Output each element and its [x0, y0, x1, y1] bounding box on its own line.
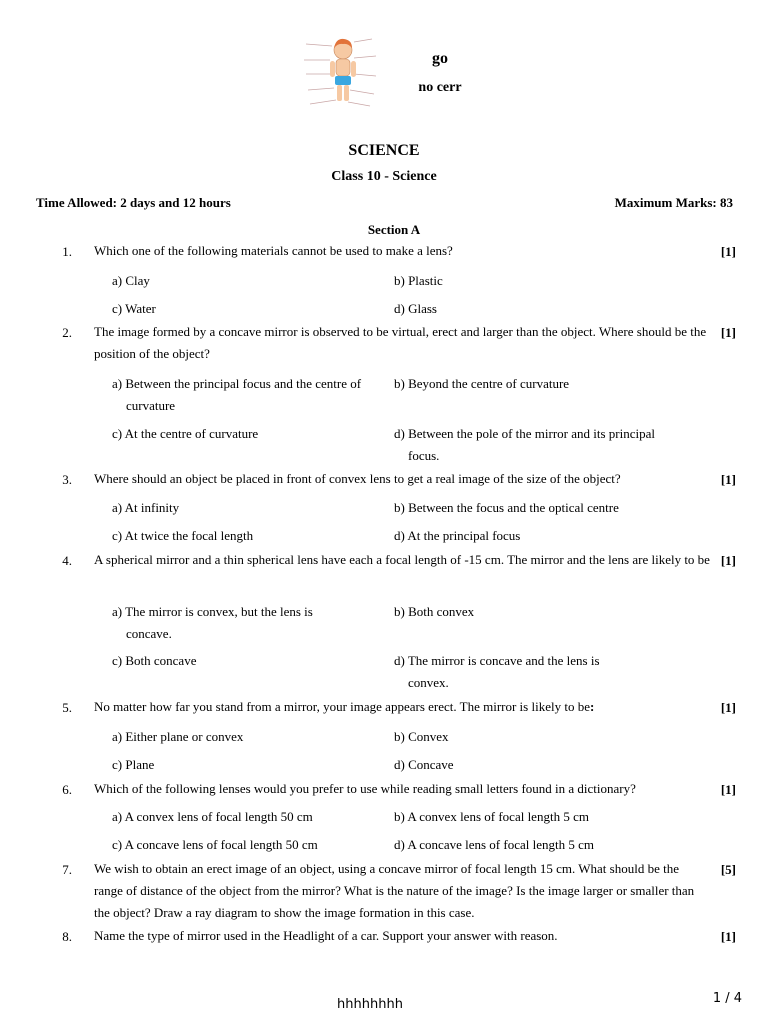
- class-line: Class 10 - Science: [331, 169, 437, 184]
- question-text: Where should an object be placed in front of convex lens to get a real image of the size of the object?: [94, 471, 621, 486]
- question-marks: [1]: [720, 782, 736, 797]
- question-number: 8.: [62, 929, 72, 944]
- question-marks: [1]: [720, 929, 736, 944]
- subject-title: SCIENCE: [348, 142, 420, 159]
- option-c: c) At twice the focal length: [112, 528, 254, 543]
- option-d: d) A concave lens of focal length 5 cm: [394, 837, 594, 852]
- question-marks: [1]: [720, 700, 736, 715]
- human-body-diagram-icon: [300, 34, 380, 110]
- option-a: a) Either plane or convex: [112, 729, 244, 744]
- option-c: c) At the centre of curvature: [112, 426, 259, 441]
- option-b: b) A convex lens of focal length 5 cm: [394, 809, 589, 824]
- option-a: a) The mirror is convex, but the lens is concave.: [112, 604, 313, 641]
- option-c: c) A concave lens of focal length 50 cm: [112, 837, 318, 852]
- option-a: a) At infinity: [112, 500, 180, 515]
- footer-text: hhhhhhhh: [337, 997, 403, 1012]
- option-c: c) Both concave: [112, 653, 197, 668]
- header-subtitle: no cerr: [418, 80, 462, 95]
- question-marks: [1]: [720, 553, 736, 568]
- question-text: Which one of the following materials cannot be used to make a lens?: [94, 243, 453, 258]
- option-b: b) Beyond the centre of curvature: [394, 376, 570, 391]
- question-text-body: No matter how far you stand from a mirror, your image appears erect. The mirror is likely to be: [94, 699, 590, 714]
- question-text: Which of the following lenses would you prefer to use while reading small letters found in a dictionary?: [94, 781, 636, 796]
- option-d: d) The mirror is concave and the lens is convex.: [394, 653, 600, 690]
- option-d: d) Between the pole of the mirror and its principal focus.: [394, 426, 656, 463]
- question-text: A spherical mirror and a thin spherical lens have each a focal length of -15 cm. The mirror and the lens are likely to be: [94, 552, 710, 567]
- logo: [300, 34, 380, 110]
- question-number: 4.: [62, 553, 72, 568]
- question-number: 7.: [62, 862, 72, 877]
- question-number: 5.: [62, 700, 72, 715]
- question-text: We wish to obtain an erect image of an object, using a concave mirror of focal length 15 cm. What should be the range of distance of the object from the mirror? What is the nature of the image? Is the image larger or smaller than the object? Draw a ray diagram to show the image formation in this case.: [94, 861, 695, 920]
- question-number: 2.: [62, 325, 72, 340]
- question-text: [94, 696, 710, 718]
- option-b: b) Both convex: [394, 604, 475, 619]
- option-a: a) Clay: [112, 273, 150, 288]
- option-b: b) Between the focus and the optical centre: [394, 500, 619, 515]
- section-heading: Section A: [367, 222, 421, 237]
- time-allowed: Time Allowed: 2 days and 12 hours: [36, 195, 231, 210]
- question-text-colon: :: [589, 699, 595, 714]
- question-marks: [1]: [720, 325, 736, 340]
- option-d: d) Concave: [394, 757, 454, 772]
- option-d: d) At the principal focus: [394, 528, 521, 543]
- header-title: go: [432, 50, 448, 67]
- option-b: b) Convex: [394, 729, 449, 744]
- question-text: Name the type of mirror used in the Headlight of a car. Support your answer with reason.: [94, 928, 558, 943]
- maximum-marks: Maximum Marks: 83: [614, 195, 733, 210]
- page-number: 1 / 4: [712, 991, 742, 1006]
- question-marks: [1]: [720, 472, 736, 487]
- option-c: c) Plane: [112, 757, 155, 772]
- option-b: b) Plastic: [394, 273, 443, 288]
- question-text: The image formed by a concave mirror is observed to be virtual, erect and larger than the object. Where should be the position of the object?: [94, 324, 707, 361]
- question-marks: [5]: [720, 862, 736, 877]
- question-number: 3.: [62, 472, 72, 487]
- option-a: a) A convex lens of focal length 50 cm: [112, 809, 313, 824]
- question-number: 6.: [62, 782, 72, 797]
- option-c: c) Water: [112, 301, 156, 316]
- question-marks: [1]: [720, 244, 736, 259]
- question-number: 1.: [62, 244, 72, 259]
- option-d: d) Glass: [394, 301, 437, 316]
- option-a: a) Between the principal focus and the centre of curvature: [112, 376, 362, 413]
